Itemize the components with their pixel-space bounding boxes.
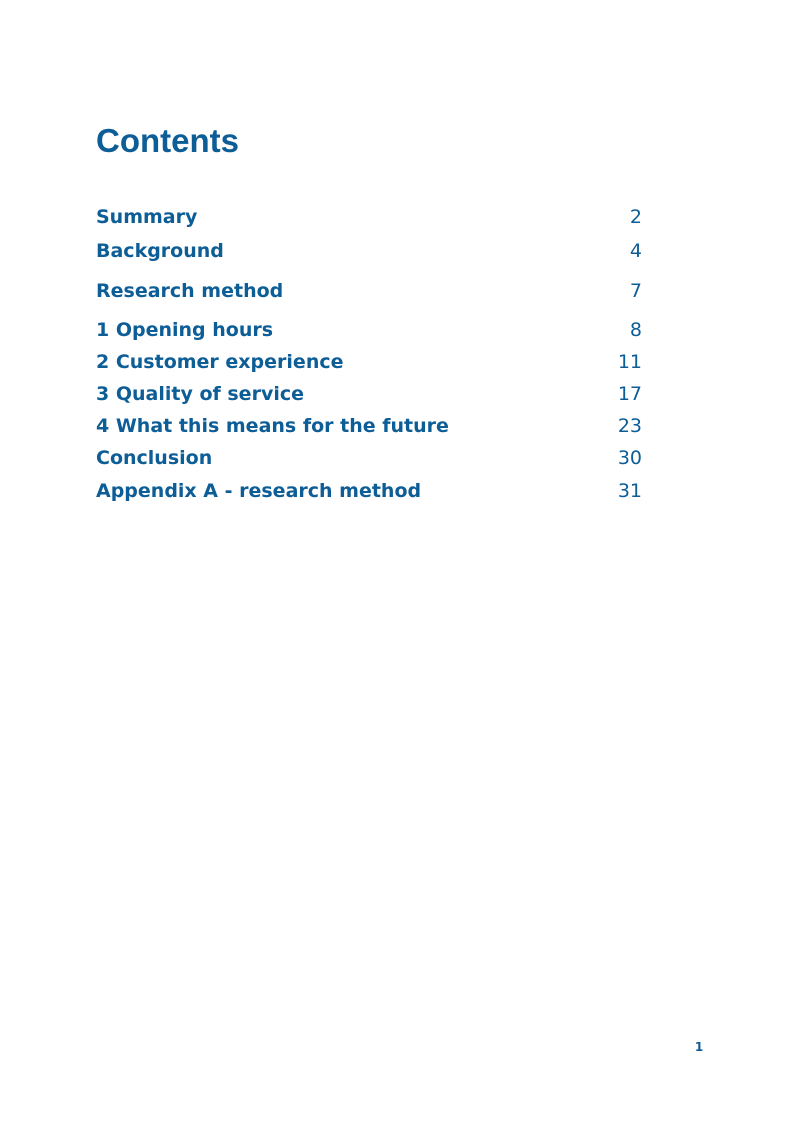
toc-entry-future[interactable]	[96, 415, 642, 445]
toc-entry-page: 2	[629, 206, 642, 228]
toc-entry-page: 7	[629, 280, 642, 302]
toc-entry-label: 4 What this means for the future	[96, 415, 449, 437]
toc-entry-label: 1 Opening hours	[96, 319, 274, 341]
toc-entry-label: Appendix A - research method	[96, 480, 422, 502]
toc-entry-label: 3 Quality of service	[96, 383, 304, 405]
page-title: Contents	[96, 122, 239, 159]
toc-entry-page: 8	[629, 319, 642, 341]
toc-entry-page: 31	[617, 480, 642, 502]
toc-entry-summary[interactable]	[96, 206, 642, 236]
toc-entry-label: Conclusion	[96, 447, 213, 469]
toc-entry-label: Background	[96, 240, 224, 262]
toc-entry-appendix-a[interactable]	[96, 480, 642, 510]
toc-entry-page: 11	[617, 351, 642, 373]
page-number: 1	[694, 1040, 704, 1054]
toc-entry-page: 30	[617, 447, 642, 469]
toc-entry-background[interactable]	[96, 240, 642, 270]
toc-entry-page: 4	[629, 240, 642, 262]
toc-entry-opening-hours[interactable]	[96, 319, 642, 349]
toc-entry-conclusion[interactable]	[96, 447, 642, 477]
toc-entry-label: 2 Customer experience	[96, 351, 344, 373]
toc-entry-label: Research method	[96, 280, 284, 302]
toc-entry-research-method[interactable]	[96, 280, 642, 310]
toc-entry-label: Summary	[96, 206, 198, 228]
toc-entry-page: 23	[617, 415, 642, 437]
toc-entry-quality-of-service[interactable]	[96, 383, 642, 413]
toc-entry-page: 17	[617, 383, 642, 405]
toc-entry-customer-experience[interactable]	[96, 351, 642, 381]
